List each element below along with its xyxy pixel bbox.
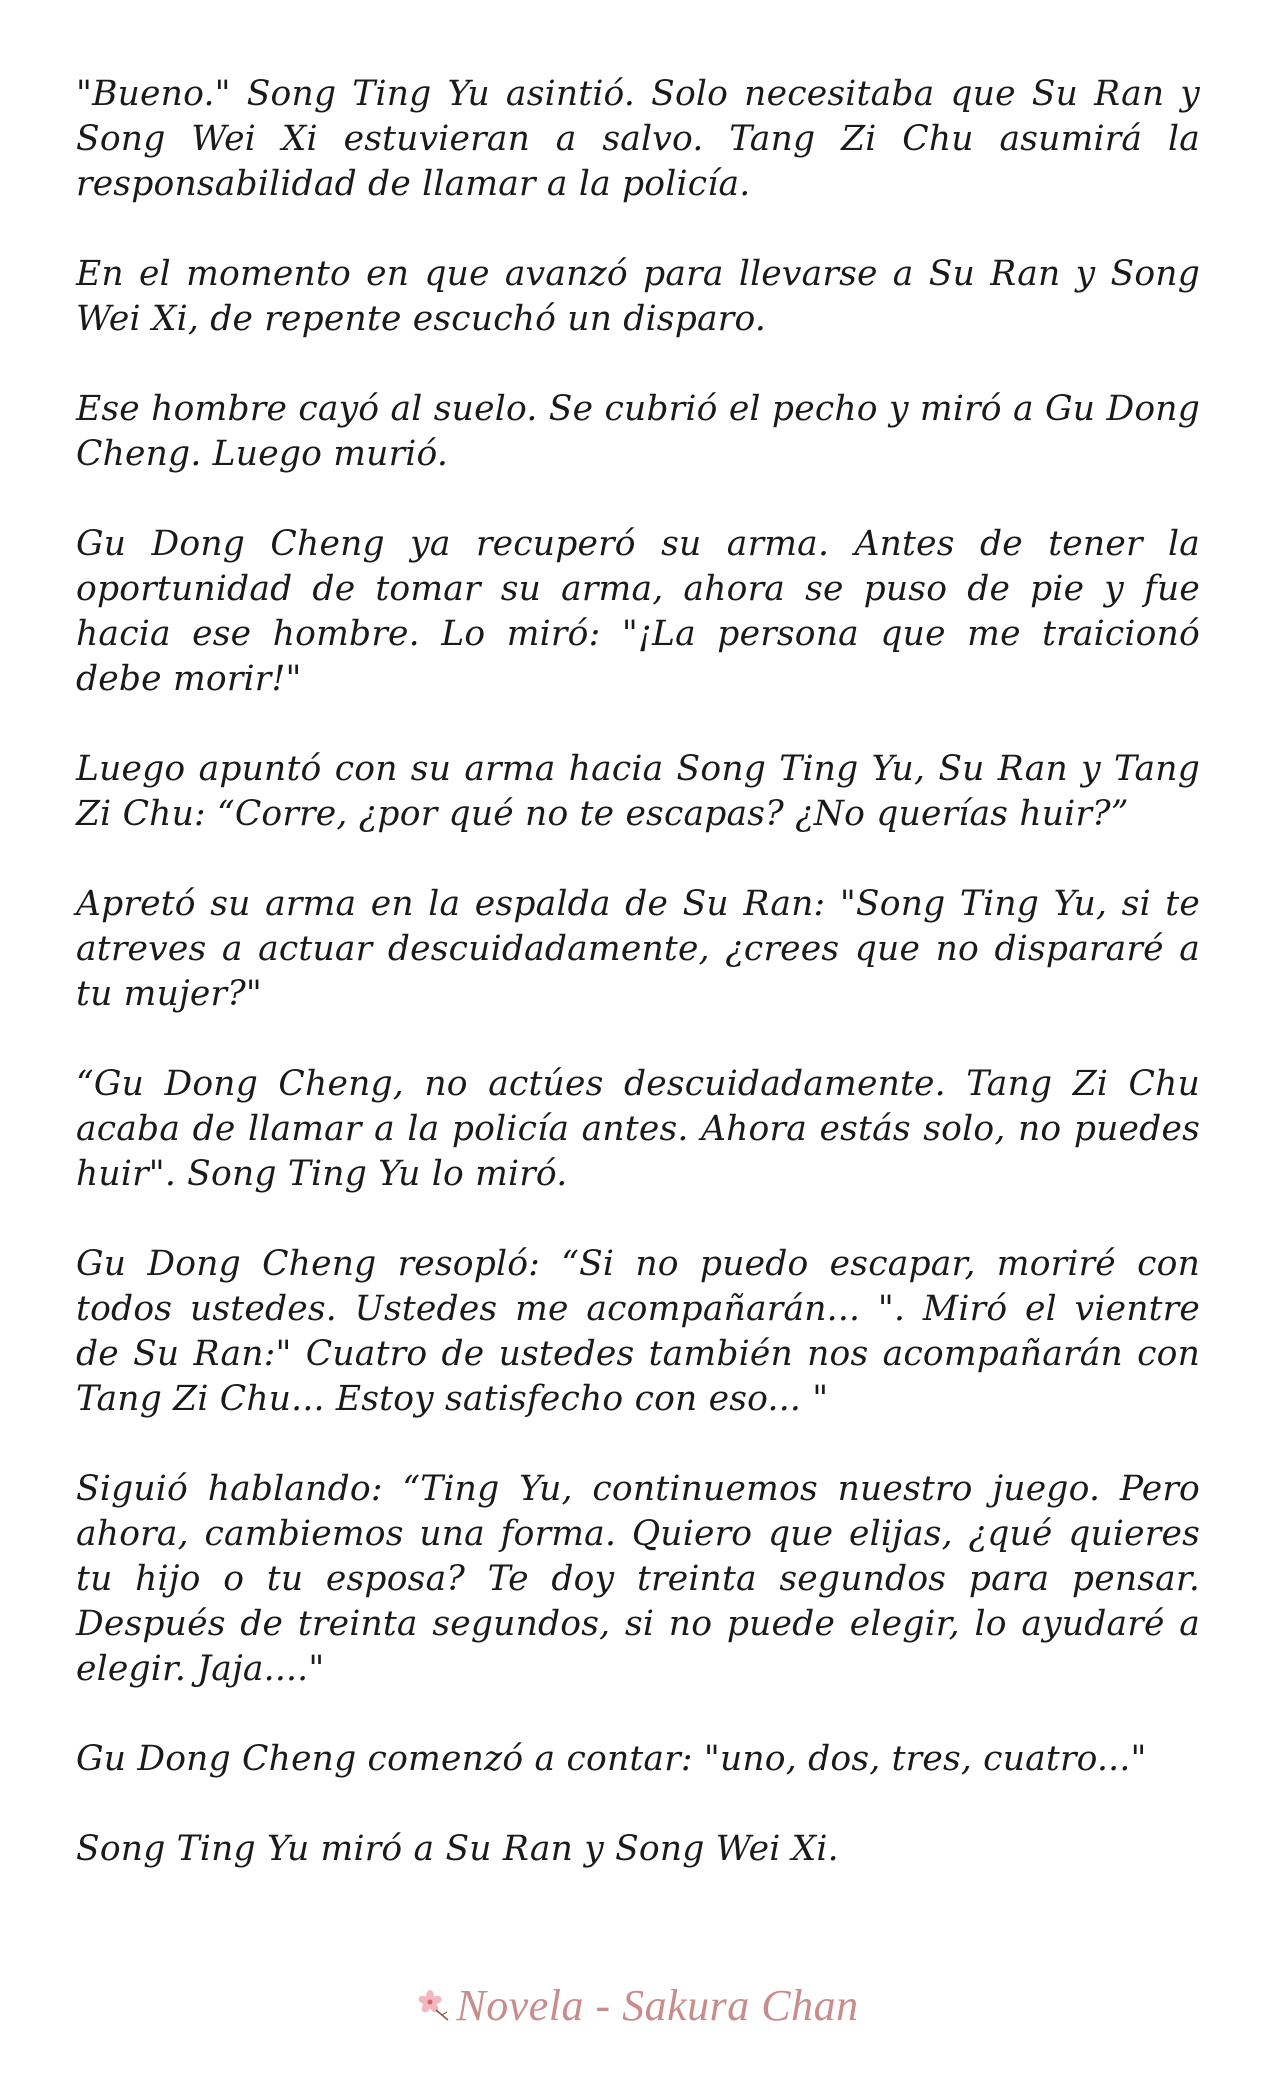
paragraph: En el momento en que avanzó para llevarse a Su Ran y Song Wei Xi, de repente escuchó un disparo. <box>76 254 1200 339</box>
paragraph: Siguió hablando: “Ting Yu, continuemos nuestro juego. Pero ahora, cambiemos una forma. Quiero que elijas, ¿qué quieres tu hijo o tu esposa? Te doy treinta segundos para pensar. Después de treinta segundos, si no puede elegir, lo ayudaré a elegir. Jaja...." <box>76 1469 1200 1689</box>
paragraph: Luego apuntó con su arma hacia Song Ting Yu, Su Ran y Tang Zi Chu: “Corre, ¿por qué no te escapas? ¿No querías huir?” <box>76 749 1200 834</box>
paragraph: Gu Dong Cheng comenzó a contar: "uno, dos, tres, cuatro..." <box>76 1739 1147 1779</box>
paragraph: Ese hombre cayó al suelo. Se cubrió el pecho y miró a Gu Dong Cheng. Luego murió. <box>76 389 1200 474</box>
paragraph: “Gu Dong Cheng, no actúes descuidadamente. Tang Zi Chu acaba de llamar a la policía antes. Ahora estás solo, no puedes huir". Song Ting Yu lo miró. <box>76 1064 1200 1194</box>
watermark-text: Novela - Sakura Chan <box>456 1981 859 2030</box>
paragraph: Song Ting Yu miró a Su Ran y Song Wei Xi. <box>76 1829 839 1869</box>
paragraph: "Bueno." Song Ting Yu asintió. Solo necesitaba que Su Ran y Song Wei Xi estuvieran a salvo. Tang Zi Chu asumirá la responsabilidad de llamar a la policía. <box>76 74 1200 204</box>
watermark-footer <box>0 1980 1275 2031</box>
paragraph: Gu Dong Cheng ya recuperó su arma. Antes de tener la oportunidad de tomar su arma, ahora se puso de pie y fue hacia ese hombre. Lo miró: "¡La persona que me traicionó debe morir!" <box>76 524 1200 699</box>
chapter-text <box>76 72 1200 1917</box>
sakura-blossom-icon <box>416 1982 450 2016</box>
paragraph: Gu Dong Cheng resopló: “Si no puedo escapar, moriré con todos ustedes. Ustedes me acompañarán... ". Miró el vientre de Su Ran:" Cuatro de ustedes también nos acompañarán con Tang Zi Chu... Estoy satisfecho con eso... " <box>76 1244 1200 1419</box>
paragraph: Apretó su arma en la espalda de Su Ran: "Song Ting Yu, si te atreves a actuar descuidadamente, ¿crees que no dispararé a tu mujer?" <box>76 884 1200 1014</box>
